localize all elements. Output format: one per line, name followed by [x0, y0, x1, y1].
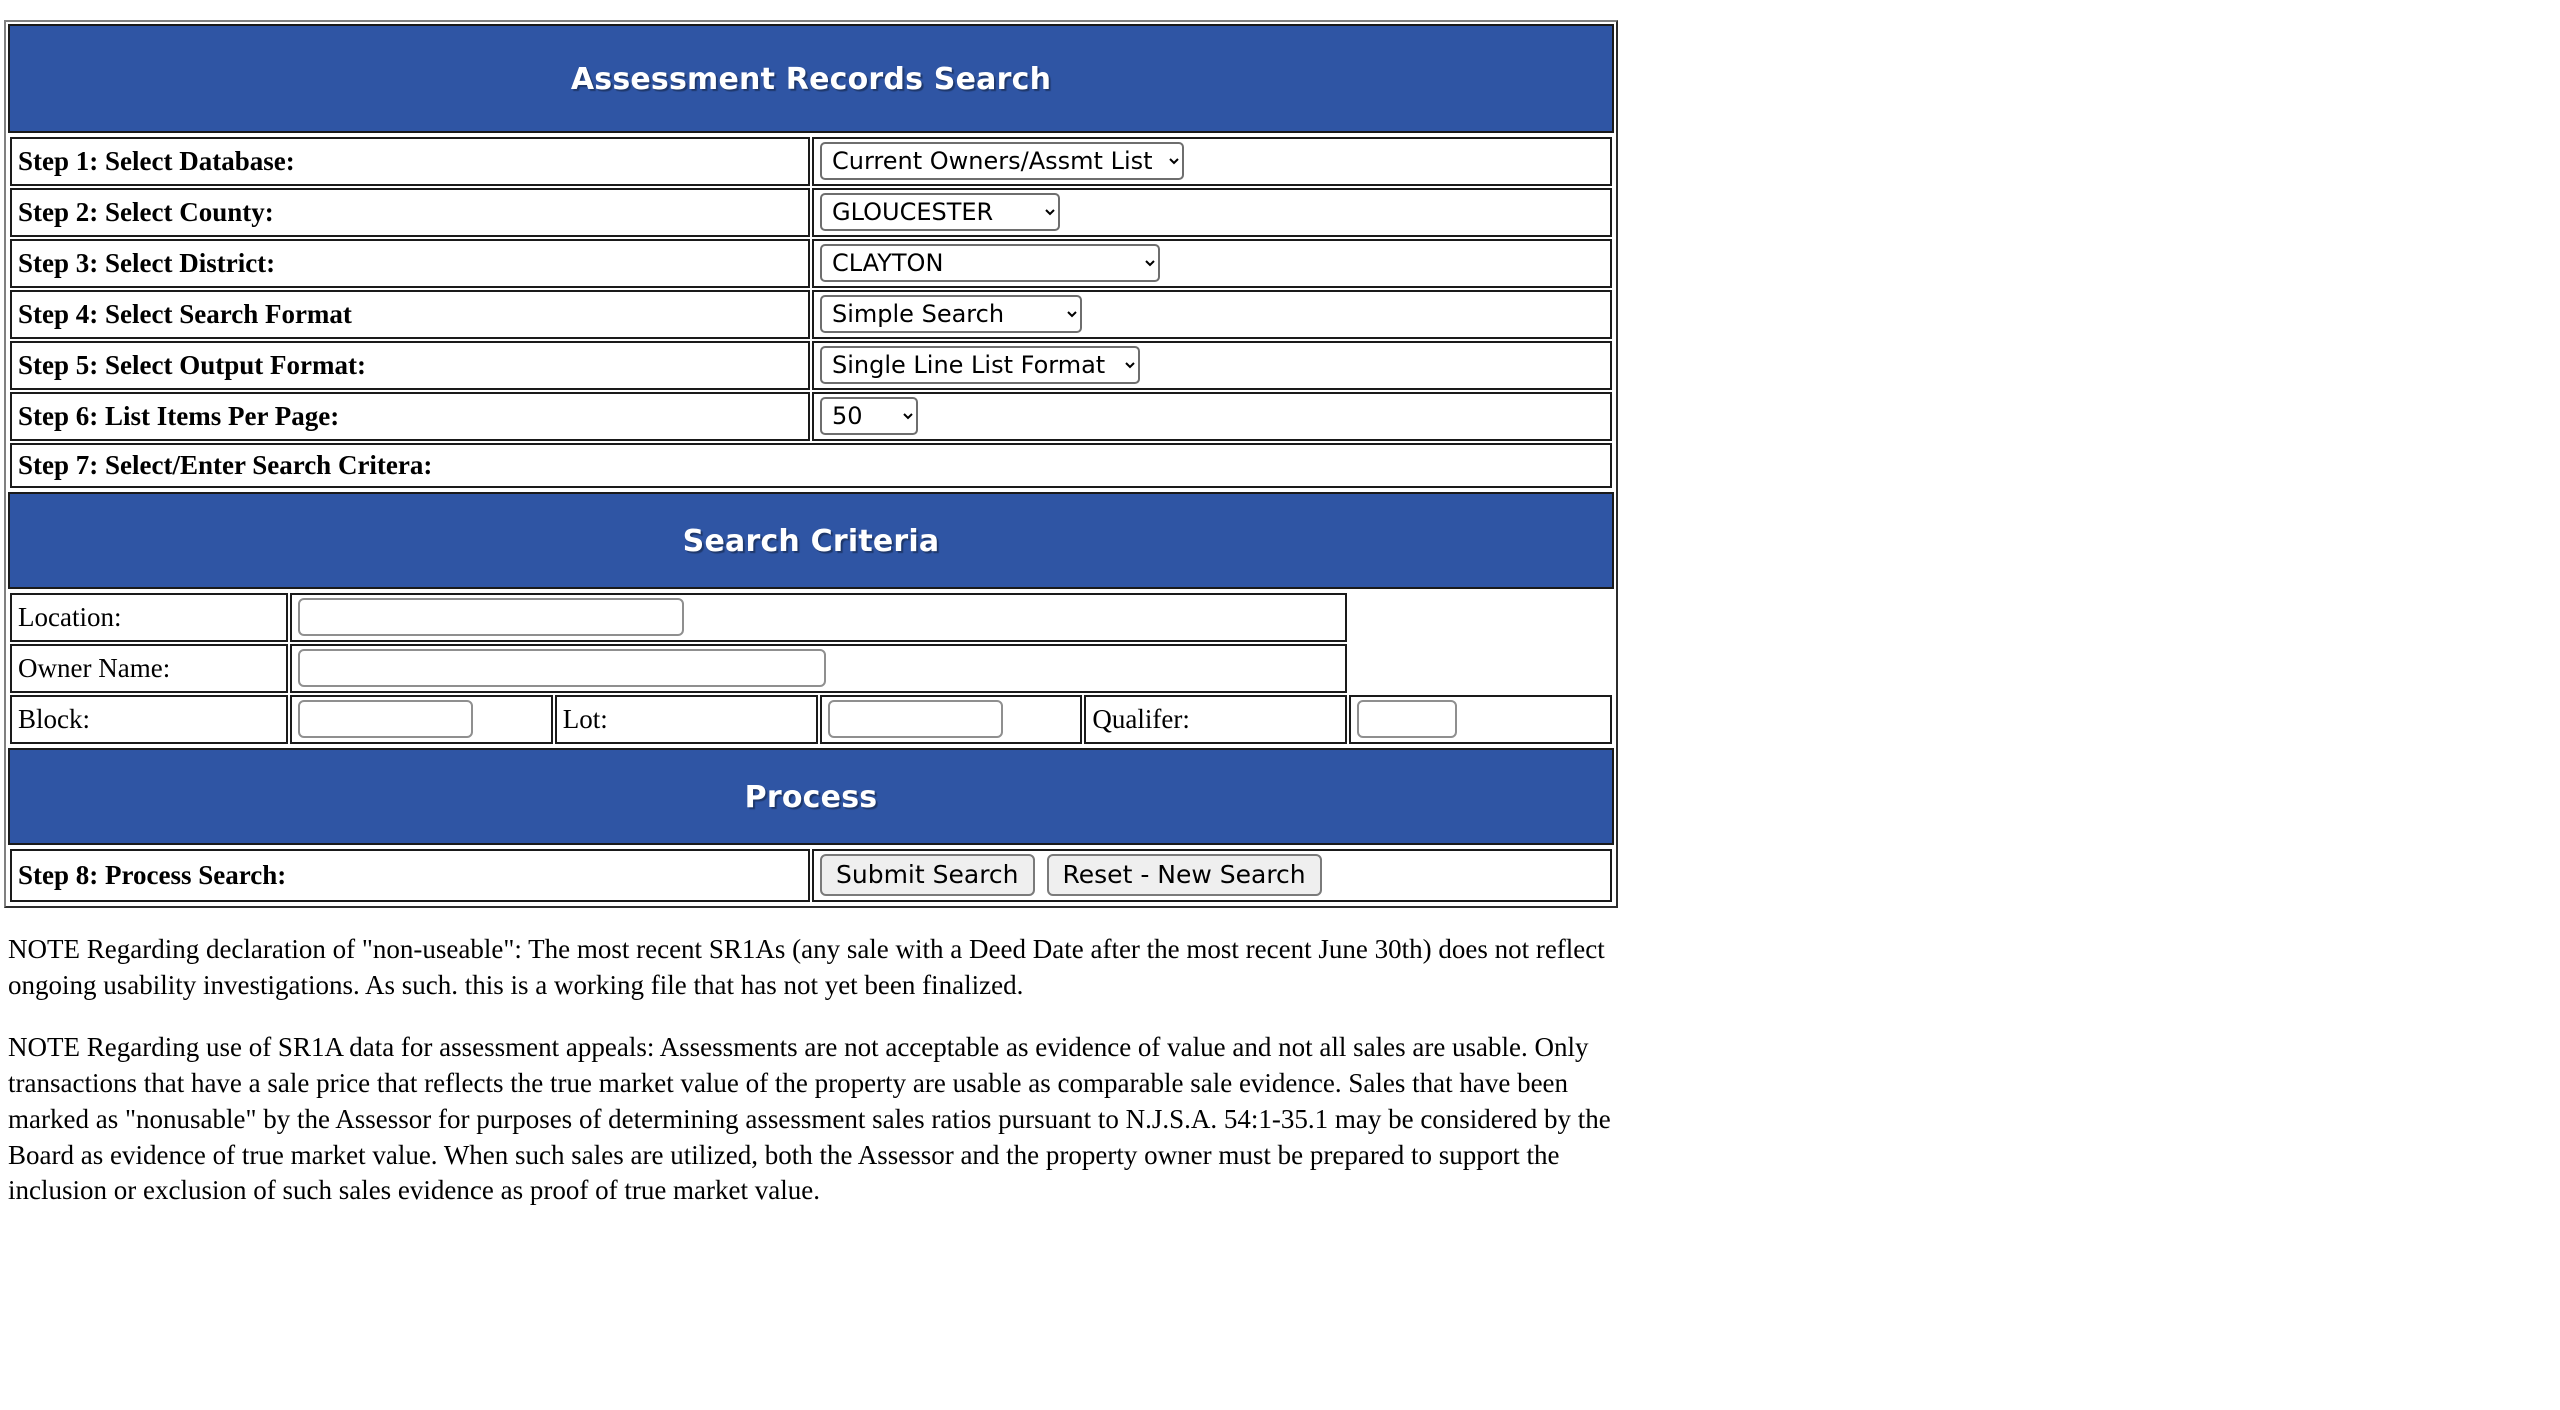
criteria-table — [8, 591, 1614, 746]
step-5-control-cell — [812, 341, 1612, 390]
county-select[interactable] — [820, 193, 1060, 231]
location-field-cell — [290, 593, 1347, 642]
process-title: Process — [8, 748, 1614, 845]
step-1-label: Step 1: Select Database: — [10, 137, 810, 186]
step-row-8 — [10, 849, 1612, 902]
owner-name-label: Owner Name: — [10, 644, 288, 693]
page-root — [0, 20, 2560, 1209]
criteria-cell — [8, 591, 1614, 746]
process-buttons-cell — [812, 849, 1612, 902]
block-field-cell — [290, 695, 553, 744]
location-label: Location: — [10, 593, 288, 642]
qualifer-field-cell — [1349, 695, 1612, 744]
step-1-control-cell — [812, 137, 1612, 186]
step-3-control-cell — [812, 239, 1612, 288]
main-banner-cell — [8, 24, 1614, 133]
step-5-label: Step 5: Select Output Format: — [10, 341, 810, 390]
submit-search-button[interactable]: Submit Search — [820, 854, 1035, 896]
lot-label: Lot: — [555, 695, 818, 744]
step-7-label: Step 7: Select/Enter Search Critera: — [10, 443, 1612, 488]
search-criteria-title: Search Criteria — [8, 492, 1614, 589]
step-2-label: Step 2: Select County: — [10, 188, 810, 237]
steps-table — [8, 135, 1614, 490]
note-non-useable: NOTE Regarding declaration of "non-useable": The most recent SR1As (any sale with a Deed Date after the most recent June 30th) does not reflect ongoing usability investigations. As such. this is a working file that has not yet been finalized. — [8, 934, 1605, 1000]
output-format-select[interactable] — [820, 346, 1140, 384]
qualifer-label: Qualifer: — [1084, 695, 1347, 744]
step-row-3 — [10, 239, 1612, 288]
notes-section — [8, 932, 1628, 1209]
note-sr1a-appeals: NOTE Regarding use of SR1A data for assessment appeals: Assessments are not acceptable as evidence of value and not all sales are usable. Only transactions that have a sale price that reflects the true market value of the property are usable as comparable sale evidence. Sales that have been marked as "nonusable" by the Assessor for purposes of determining assessment sales ratios pursuant to N.J.S.A. 54:1-35.1 may be considered by the Board as evidence of true market value. When such sales are utilized, both the Assessor and the property owner must be prepared to support the inclusion or exclusion of such sales evidence as proof of true market value. — [8, 1031, 1611, 1206]
search-format-select[interactable] — [820, 295, 1082, 333]
step-8-label: Step 8: Process Search: — [10, 849, 810, 902]
steps-cell — [8, 135, 1614, 490]
step-3-label: Step 3: Select District: — [10, 239, 810, 288]
owner-name-input[interactable] — [298, 649, 826, 687]
location-input[interactable] — [298, 598, 684, 636]
database-select[interactable] — [820, 142, 1184, 180]
step-4-control-cell — [812, 290, 1612, 339]
criteria-row-block-lot-qualifer — [10, 695, 1612, 744]
step-6-control-cell — [812, 392, 1612, 441]
step-6-label: Step 6: List Items Per Page: — [10, 392, 810, 441]
criteria-row-location — [10, 593, 1612, 642]
step-2-control-cell — [812, 188, 1612, 237]
step-row-2 — [10, 188, 1612, 237]
lot-input[interactable] — [828, 700, 1003, 738]
criteria-banner-cell — [8, 492, 1614, 589]
reset-new-search-button[interactable]: Reset - New Search — [1047, 854, 1322, 896]
district-select[interactable] — [820, 244, 1160, 282]
step-row-6 — [10, 392, 1612, 441]
lot-field-cell — [820, 695, 1083, 744]
process-table — [8, 847, 1614, 904]
page-title: Assessment Records Search — [8, 24, 1614, 133]
assessment-search-form — [4, 20, 1618, 908]
block-input[interactable] — [298, 700, 473, 738]
block-label: Block: — [10, 695, 288, 744]
step-row-5 — [10, 341, 1612, 390]
step-row-4 — [10, 290, 1612, 339]
owner-name-field-cell — [290, 644, 1347, 693]
criteria-row-owner — [10, 644, 1612, 693]
step-row-7 — [10, 443, 1612, 488]
step-row-1 — [10, 137, 1612, 186]
step-4-label: Step 4: Select Search Format — [10, 290, 810, 339]
qualifer-input[interactable] — [1357, 700, 1457, 738]
process-banner-cell — [8, 748, 1614, 845]
process-cell — [8, 847, 1614, 904]
items-per-page-select[interactable] — [820, 397, 918, 435]
